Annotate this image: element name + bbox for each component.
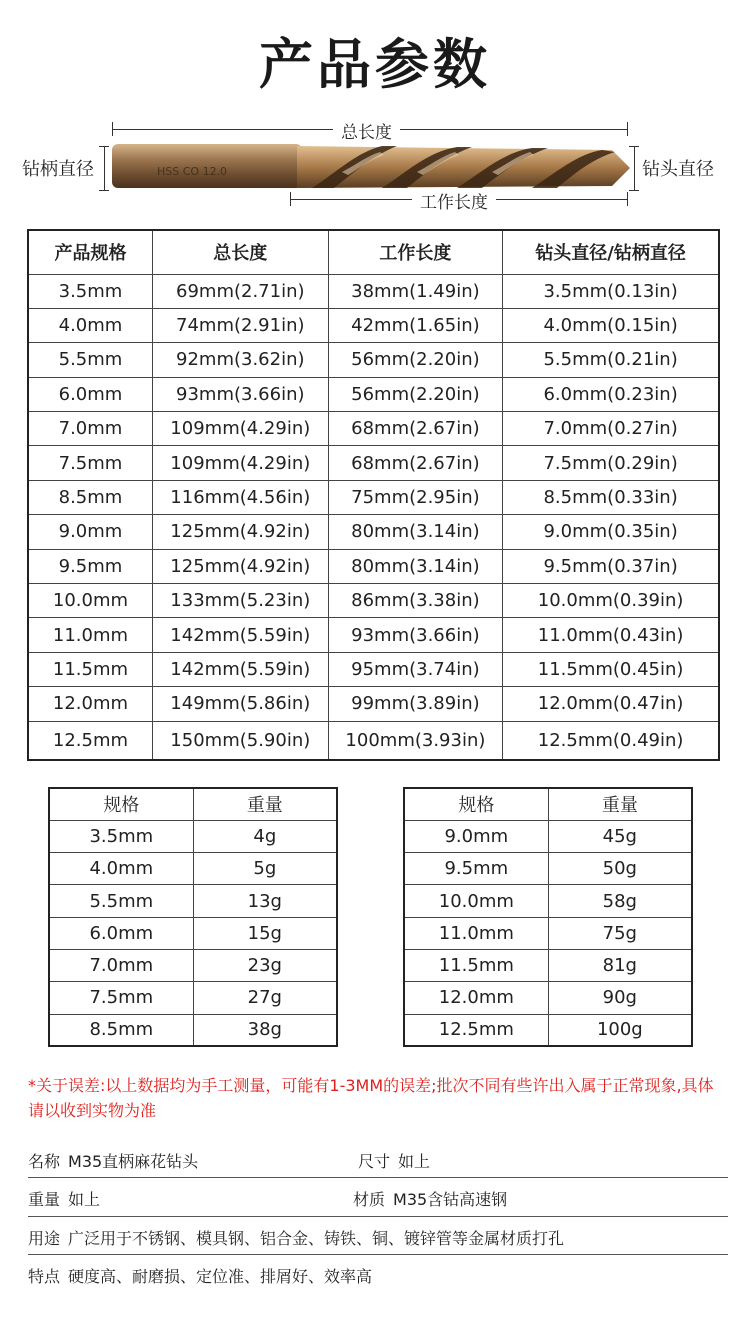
- spec-cell: 8.5mm: [28, 480, 152, 514]
- spec-cell: 11.5mm: [28, 652, 152, 686]
- info-row-name: [28, 1149, 728, 1172]
- weight-cell: 4g: [193, 820, 337, 852]
- weight-cell: 90g: [548, 982, 692, 1014]
- diameter-cell: 12.0mm(0.47in): [503, 687, 719, 721]
- diameter-cell: 9.0mm(0.35in): [503, 515, 719, 549]
- size-field: [358, 1149, 430, 1172]
- header-weight: 重量: [548, 788, 692, 820]
- tick: [627, 122, 628, 136]
- header-spec: 规格: [49, 788, 193, 820]
- table-row: [49, 949, 337, 981]
- weight-cell: 50g: [548, 853, 692, 885]
- spec-cell: 9.0mm: [28, 515, 152, 549]
- table-row: [28, 687, 719, 721]
- working-length-cell: 68mm(2.67in): [328, 446, 503, 480]
- spec-cell: 6.0mm: [49, 917, 193, 949]
- diameter-cell: 7.0mm(0.27in): [503, 412, 719, 446]
- total-length-cell: 133mm(5.23in): [152, 584, 328, 618]
- table-row: [49, 1014, 337, 1046]
- drill-engraving: HSS CO 12.0: [157, 165, 228, 178]
- divider: [28, 1216, 728, 1217]
- weight-cell: 13g: [193, 885, 337, 917]
- working-length-label: 工作长度: [412, 188, 496, 213]
- table-row: [28, 343, 719, 377]
- drill-diagram: [0, 112, 750, 217]
- header-spec: 产品规格: [28, 230, 152, 274]
- working-length-cell: 95mm(3.74in): [328, 652, 503, 686]
- error-note: *关于误差:以上数据均为手工测量，可能有1-3MM的误差;批次不同有些许出入属于正常现象,具体请以收到实物为准: [28, 1076, 714, 1120]
- tick: [112, 122, 113, 136]
- working-length-cell: 100mm(3.93in): [328, 721, 503, 760]
- total-length-cell: 142mm(5.59in): [152, 652, 328, 686]
- info-row-feature: [28, 1264, 728, 1287]
- table-row: [404, 885, 692, 917]
- table-row: [49, 853, 337, 885]
- weight-cell: 38g: [193, 1014, 337, 1046]
- table-row: [28, 652, 719, 686]
- working-length-cell: 99mm(3.89in): [328, 687, 503, 721]
- usage-value: 广泛用于不锈钢、模具钢、铝合金、铸铁、铜、镀锌管等金属材质打孔: [68, 1229, 565, 1248]
- spec-cell: 5.5mm: [28, 343, 152, 377]
- spec-cell: 3.5mm: [49, 820, 193, 852]
- table-row: [404, 820, 692, 852]
- spec-cell: 12.5mm: [28, 721, 152, 760]
- total-length-label: 总长度: [333, 118, 400, 143]
- diameter-cell: 8.5mm(0.33in): [503, 480, 719, 514]
- working-length-cell: 75mm(2.95in): [328, 480, 503, 514]
- weight-cell: 81g: [548, 949, 692, 981]
- spec-cell: 10.0mm: [28, 584, 152, 618]
- weight-table-header: [404, 788, 692, 820]
- total-length-cell: 125mm(4.92in): [152, 515, 328, 549]
- weight-key: 重量: [28, 1190, 61, 1209]
- shank-diameter-label: 钻柄直径: [22, 159, 94, 180]
- total-length-cell: 92mm(3.62in): [152, 343, 328, 377]
- tick: [627, 192, 628, 206]
- total-length-cell: 74mm(2.91in): [152, 308, 328, 342]
- spec-cell: 3.5mm: [28, 274, 152, 308]
- table-row: [404, 917, 692, 949]
- spec-cell: 12.0mm: [28, 687, 152, 721]
- weight-cell: 100g: [548, 1014, 692, 1046]
- table-row: [28, 480, 719, 514]
- weight-cell: 27g: [193, 982, 337, 1014]
- total-length-cell: 125mm(4.92in): [152, 549, 328, 583]
- working-length-cell: 80mm(3.14in): [328, 515, 503, 549]
- spec-cell: 12.0mm: [404, 982, 548, 1014]
- weight-table-right: [403, 787, 693, 1047]
- spec-cell: 9.0mm: [404, 820, 548, 852]
- working-length-cell: 68mm(2.67in): [328, 412, 503, 446]
- weight-cell: 75g: [548, 917, 692, 949]
- spec-cell: 10.0mm: [404, 885, 548, 917]
- table-row: [28, 412, 719, 446]
- table-row: [49, 917, 337, 949]
- usage-key: 用途: [28, 1229, 61, 1248]
- spec-cell: 4.0mm: [49, 853, 193, 885]
- spec-cell: 7.5mm: [28, 446, 152, 480]
- diameter-cell: 12.5mm(0.49in): [503, 721, 719, 760]
- diameter-cell: 10.0mm(0.39in): [503, 584, 719, 618]
- diameter-cell: 4.0mm(0.15in): [503, 308, 719, 342]
- table-row: [404, 949, 692, 981]
- spec-cell: 4.0mm: [28, 308, 152, 342]
- working-length-cell: 42mm(1.65in): [328, 308, 503, 342]
- page-title: 产品参数: [259, 33, 491, 96]
- table-row: [49, 885, 337, 917]
- total-length-cell: 116mm(4.56in): [152, 480, 328, 514]
- divider: [28, 1254, 728, 1255]
- table-row: [28, 618, 719, 652]
- total-length-cell: 149mm(5.86in): [152, 687, 328, 721]
- weight-table-left: [48, 787, 338, 1047]
- spec-cell: 11.5mm: [404, 949, 548, 981]
- shank-diameter-line: [104, 146, 105, 190]
- working-length-cell: 38mm(1.49in): [328, 274, 503, 308]
- spec-cell: 7.0mm: [49, 949, 193, 981]
- weight-value: 如上: [68, 1190, 101, 1209]
- table-row: [49, 820, 337, 852]
- diameter-cell: 5.5mm(0.21in): [503, 343, 719, 377]
- feature-key: 特点: [28, 1267, 61, 1286]
- weight-cell: 58g: [548, 885, 692, 917]
- total-length-cell: 93mm(3.66in): [152, 377, 328, 411]
- spec-table: [27, 229, 720, 761]
- tip-diameter-line: [634, 146, 635, 190]
- header-weight: 重量: [193, 788, 337, 820]
- table-row: [404, 982, 692, 1014]
- material-key: 材质: [353, 1190, 386, 1209]
- working-length-cell: 93mm(3.66in): [328, 618, 503, 652]
- table-row: [49, 982, 337, 1014]
- spec-cell: 5.5mm: [49, 885, 193, 917]
- working-length-cell: 80mm(3.14in): [328, 549, 503, 583]
- spec-cell: 9.5mm: [404, 853, 548, 885]
- diameter-cell: 11.5mm(0.45in): [503, 652, 719, 686]
- diameter-cell: 6.0mm(0.23in): [503, 377, 719, 411]
- info-row-usage: [28, 1226, 728, 1249]
- total-length-cell: 109mm(4.29in): [152, 446, 328, 480]
- spec-table-header: [28, 230, 719, 274]
- material-value: M35含钴高速钢: [393, 1190, 508, 1209]
- table-row: [28, 377, 719, 411]
- header-working-length: 工作长度: [328, 230, 503, 274]
- table-row: [28, 721, 719, 760]
- diameter-cell: 9.5mm(0.37in): [503, 549, 719, 583]
- tick: [99, 190, 109, 191]
- name-key: 名称: [28, 1152, 61, 1171]
- weight-table-header: [49, 788, 337, 820]
- header-spec: 规格: [404, 788, 548, 820]
- size-key: 尺寸: [358, 1152, 391, 1171]
- divider: [28, 1177, 728, 1178]
- drill-bit-image: [112, 142, 632, 194]
- table-row: [28, 515, 719, 549]
- total-length-cell: 142mm(5.59in): [152, 618, 328, 652]
- spec-cell: 11.0mm: [404, 917, 548, 949]
- spec-cell: 12.5mm: [404, 1014, 548, 1046]
- table-row: [28, 584, 719, 618]
- header-total-length: 总长度: [152, 230, 328, 274]
- weight-cell: 23g: [193, 949, 337, 981]
- table-row: [404, 1014, 692, 1046]
- total-length-cell: 109mm(4.29in): [152, 412, 328, 446]
- tick: [290, 192, 291, 206]
- spec-cell: 7.5mm: [49, 982, 193, 1014]
- weight-cell: 45g: [548, 820, 692, 852]
- spec-cell: 9.5mm: [28, 549, 152, 583]
- working-length-cell: 56mm(2.20in): [328, 377, 503, 411]
- diameter-cell: 7.5mm(0.29in): [503, 446, 719, 480]
- working-length-cell: 56mm(2.20in): [328, 343, 503, 377]
- weight-cell: 15g: [193, 917, 337, 949]
- spec-cell: 11.0mm: [28, 618, 152, 652]
- table-row: [28, 274, 719, 308]
- table-row: [404, 853, 692, 885]
- name-value: M35直柄麻花钻头: [68, 1152, 199, 1171]
- info-row-weight: [28, 1187, 728, 1210]
- table-row: [28, 549, 719, 583]
- total-length-cell: 150mm(5.90in): [152, 721, 328, 760]
- material-field: [353, 1187, 507, 1210]
- size-value: 如上: [398, 1152, 431, 1171]
- table-row: [28, 446, 719, 480]
- spec-cell: 7.0mm: [28, 412, 152, 446]
- diameter-cell: 11.0mm(0.43in): [503, 618, 719, 652]
- header-diameter: 钻头直径/钻柄直径: [503, 230, 719, 274]
- spec-cell: 6.0mm: [28, 377, 152, 411]
- tick: [99, 146, 109, 147]
- feature-value: 硬度高、耐磨损、定位准、排屑好、效率高: [68, 1267, 373, 1286]
- weight-cell: 5g: [193, 853, 337, 885]
- diameter-cell: 3.5mm(0.13in): [503, 274, 719, 308]
- working-length-cell: 86mm(3.38in): [328, 584, 503, 618]
- tip-diameter-label: 钻头直径: [642, 159, 714, 180]
- table-row: [28, 308, 719, 342]
- spec-cell: 8.5mm: [49, 1014, 193, 1046]
- total-length-cell: 69mm(2.71in): [152, 274, 328, 308]
